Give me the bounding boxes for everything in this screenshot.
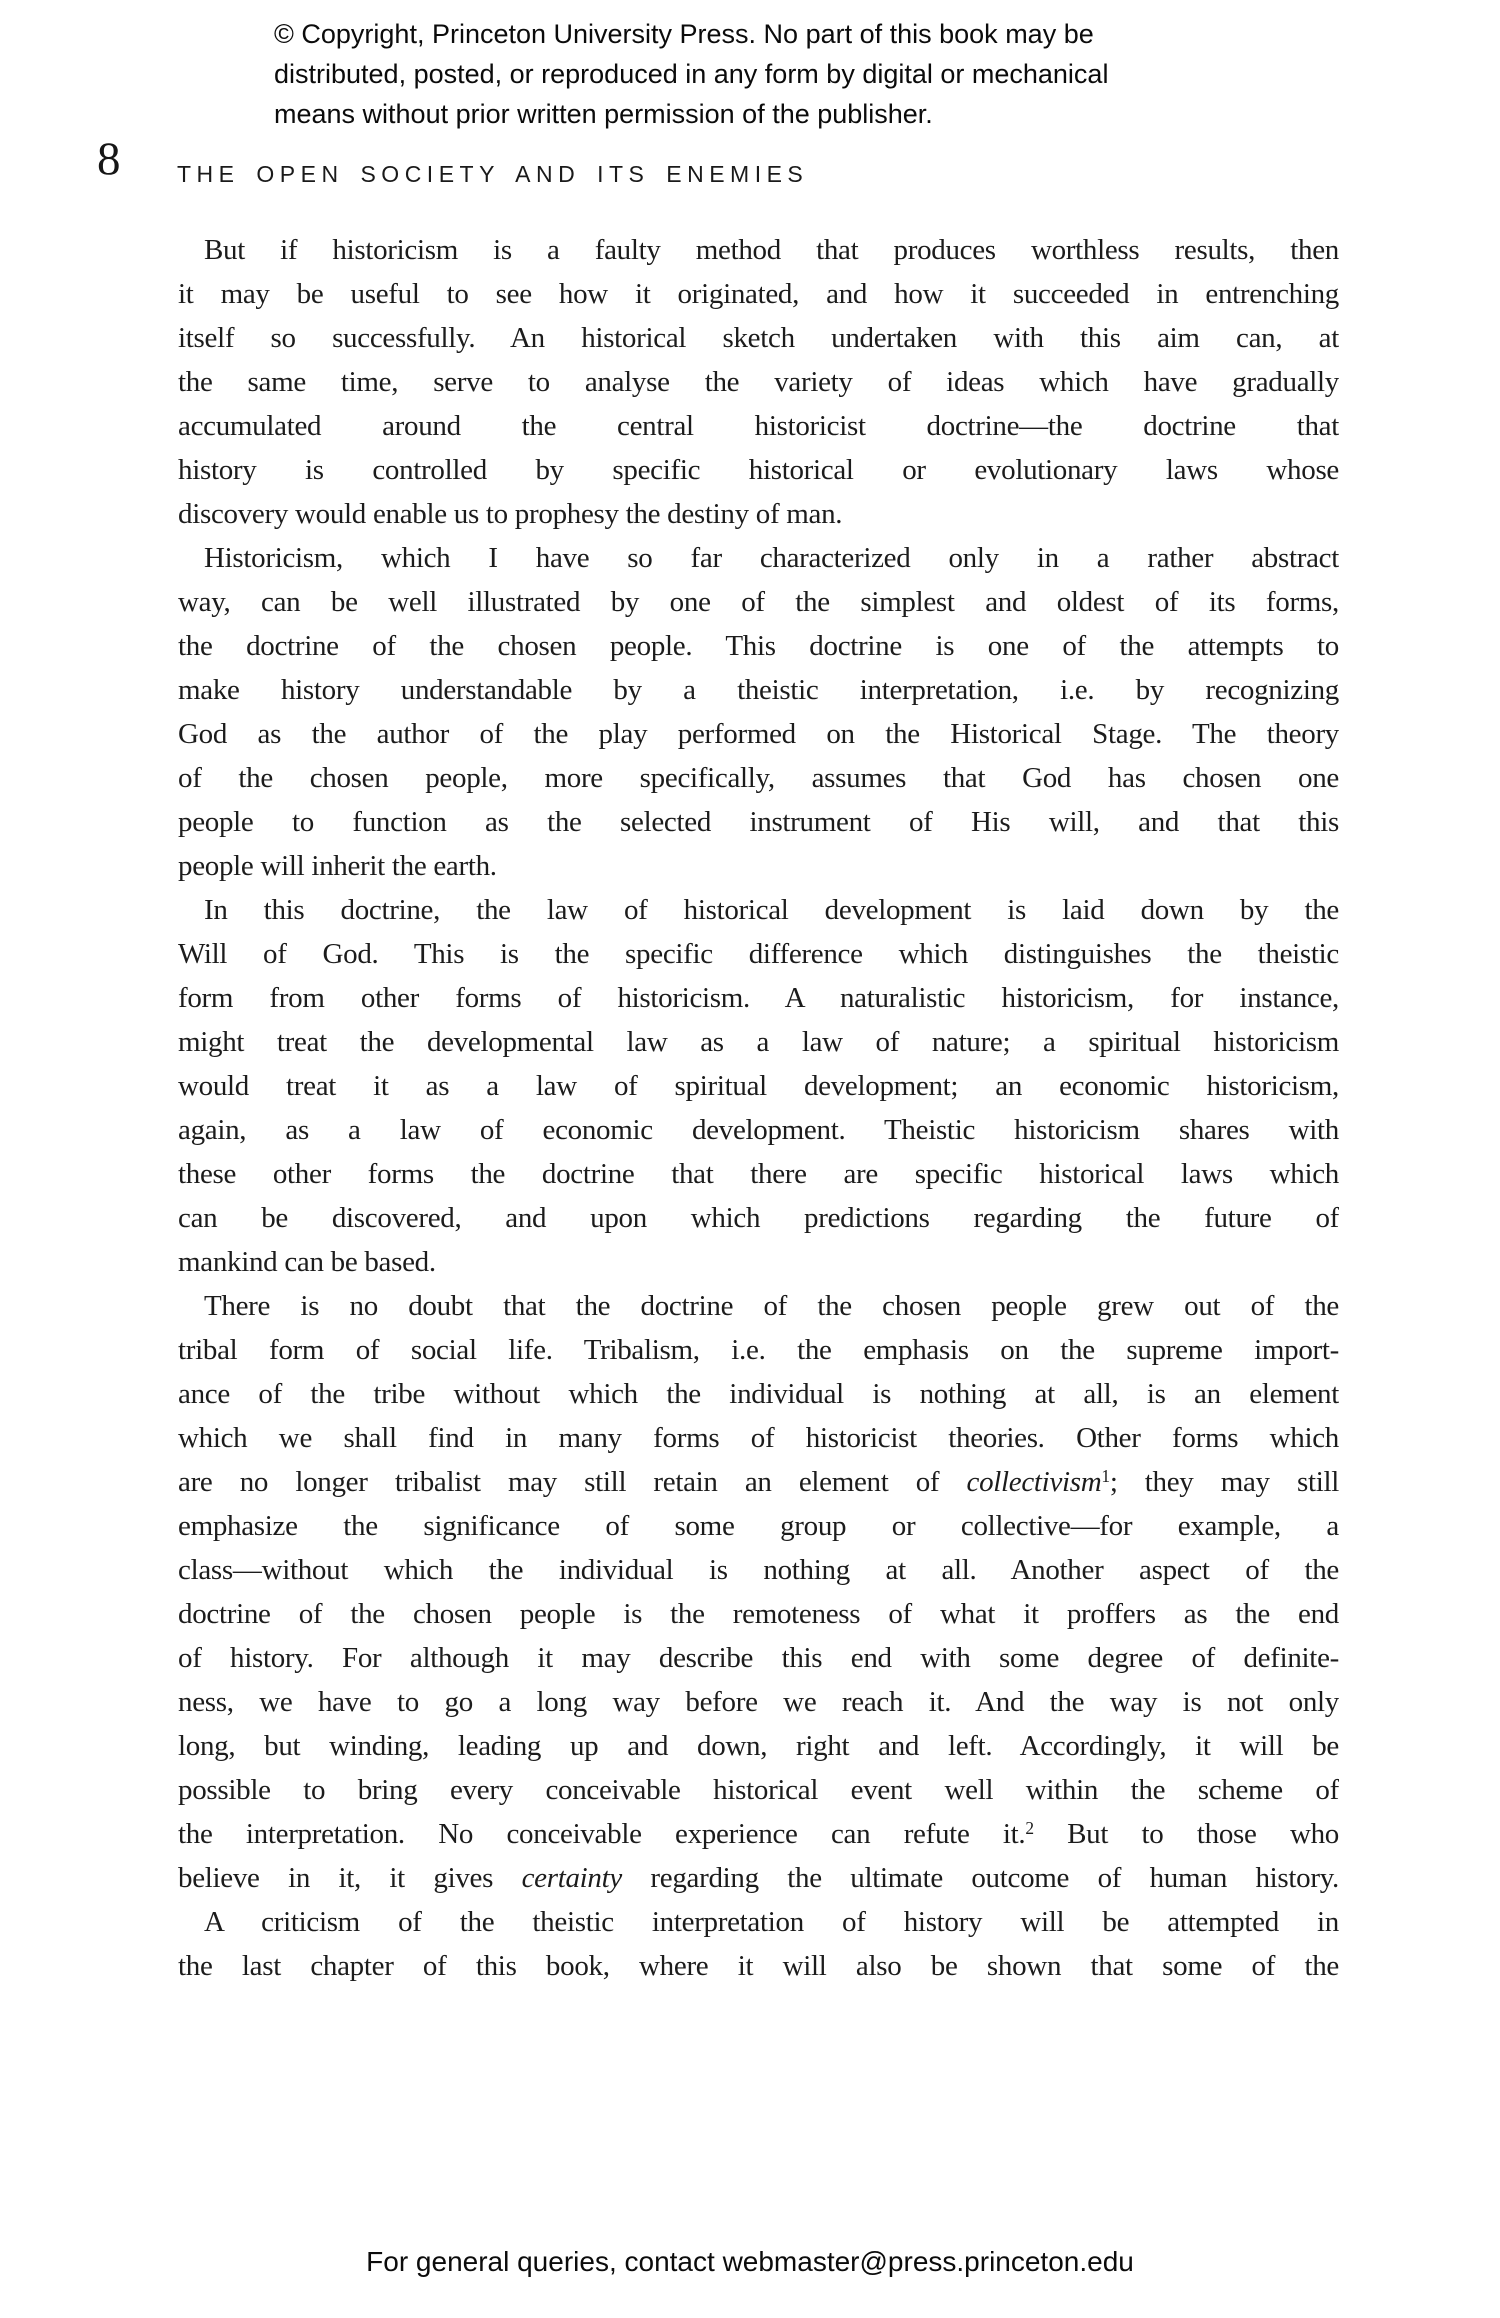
body-line: history is controlled by specific historical or evolutionary laws whose	[178, 454, 1339, 486]
body-line: discovery would enable us to prophesy the destiny of man.	[178, 498, 843, 530]
body-line: people to function as the selected instrument of His will, and that this	[178, 806, 1339, 838]
body-line: God as the author of the play performed on the Historical Stage. The theory	[178, 718, 1339, 750]
footnote-marker: 1	[1101, 1466, 1110, 1487]
footnote-marker: 2	[1025, 1818, 1034, 1839]
body-line: tribal form of social life. Tribalism, i.e. the emphasis on the supreme import-	[178, 1334, 1339, 1366]
body-line: A criticism of the theistic interpretation of history will be attempted in	[204, 1906, 1339, 1938]
body-line: form from other forms of historicism. A naturalistic historicism, for instance,	[178, 982, 1339, 1014]
copyright-line-1: © Copyright, Princeton University Press. No part of this book may be	[274, 19, 1094, 49]
body-line: would treat it as a law of spiritual development; an economic historicism,	[178, 1070, 1339, 1102]
body-text	[178, 228, 1339, 1988]
footer-query-note	[0, 2246, 1500, 2278]
body-line: itself so successfully. An historical sketch undertaken with this aim can, at	[178, 322, 1339, 354]
body-line: which we shall find in many forms of historicist theories. Other forms which	[178, 1422, 1339, 1454]
body-line: might treat the developmental law as a law of nature; a spiritual historicism	[178, 1026, 1339, 1058]
copyright-line-2: distributed, posted, or reproduced in any form by digital or mechanical	[274, 59, 1109, 89]
body-line: emphasize the significance of some group or collective—for example, a	[178, 1510, 1339, 1542]
footer-text: For general queries, contact	[366, 2246, 723, 2277]
body-line: Will of God. This is the specific difference which distinguishes the theistic	[178, 938, 1339, 970]
body-line: the doctrine of the chosen people. This doctrine is one of the attempts to	[178, 630, 1339, 662]
body-line: are no longer tribalist may still retain an element of collectivism$^1$; they may still	[178, 1466, 1339, 1498]
body-line: these other forms the doctrine that there are specific historical laws which	[178, 1158, 1339, 1190]
body-line: In this doctrine, the law of historical development is laid down by the	[204, 894, 1339, 926]
body-line: way, can be well illustrated by one of the simplest and oldest of its forms,	[178, 586, 1339, 618]
body-line: believe in it, it gives certainty regarding the ultimate outcome of human history.	[178, 1862, 1339, 1894]
body-line: of history. For although it may describe this end with some degree of definite-	[178, 1642, 1339, 1674]
body-line: the interpretation. No conceivable experience can refute it.$^2$ But to those who	[178, 1818, 1339, 1850]
body-line: of the chosen people, more specifically, assumes that God has chosen one	[178, 762, 1339, 794]
body-line: There is no doubt that the doctrine of the chosen people grew out of the	[204, 1290, 1339, 1322]
body-line: mankind can be based.	[178, 1246, 436, 1278]
webmaster-email-link[interactable]: webmaster@press.princeton.edu	[722, 2246, 1134, 2277]
body-line: class—without which the individual is nothing at all. Another aspect of the	[178, 1554, 1339, 1586]
body-line: make history understandable by a theistic interpretation, i.e. by recognizing	[178, 674, 1339, 706]
body-line: But if historicism is a faulty method that produces worthless results, then	[204, 234, 1339, 266]
body-line: accumulated around the central historicist doctrine—the doctrine that	[178, 410, 1339, 442]
emphasized-word: collectivism	[966, 1466, 1102, 1498]
body-line: can be discovered, and upon which predictions regarding the future of	[178, 1202, 1339, 1234]
body-line: people will inherit the earth.	[178, 850, 497, 882]
body-line: it may be useful to see how it originated, and how it succeeded in entrenching	[178, 278, 1339, 310]
body-line: the same time, serve to analyse the variety of ideas which have gradually	[178, 366, 1339, 398]
body-line: ness, we have to go a long way before we reach it. And the way is not only	[178, 1686, 1339, 1718]
copyright-notice	[274, 14, 1254, 134]
body-line: again, as a law of economic development. Theistic historicism shares with	[178, 1114, 1339, 1146]
body-line: ance of the tribe without which the individual is nothing at all, is an element	[178, 1378, 1339, 1410]
body-line: long, but winding, leading up and down, right and left. Accordingly, it will be	[178, 1730, 1339, 1762]
body-line: possible to bring every conceivable historical event well within the scheme of	[178, 1774, 1339, 1806]
body-line: Historicism, which I have so far characterized only in a rather abstract	[204, 542, 1339, 574]
body-line: doctrine of the chosen people is the remoteness of what it proffers as the end	[178, 1598, 1339, 1630]
copyright-line-3: means without prior written permission of the publisher.	[274, 99, 933, 129]
running-head: THE OPEN SOCIETY AND ITS ENEMIES	[177, 161, 809, 187]
body-line: the last chapter of this book, where it will also be shown that some of the	[178, 1950, 1339, 1982]
emphasized-word: certainty	[521, 1862, 622, 1894]
page-number: 8	[97, 133, 121, 185]
